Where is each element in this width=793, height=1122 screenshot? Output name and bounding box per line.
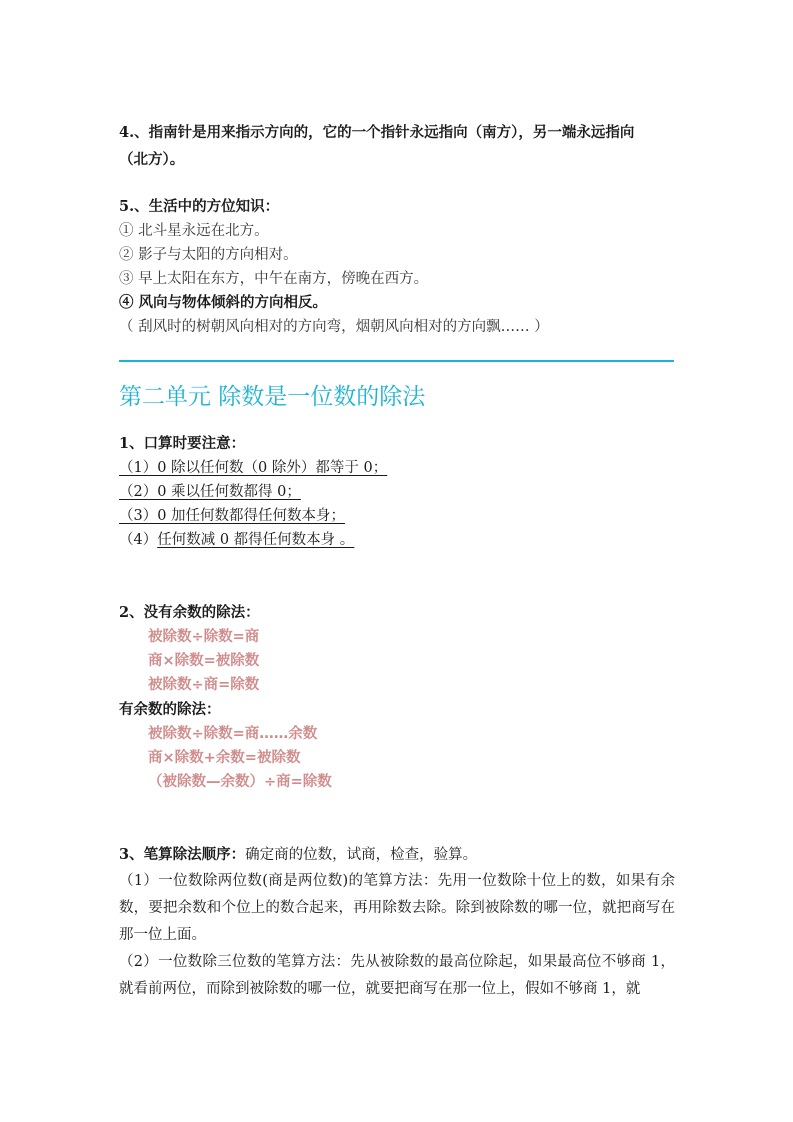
no-remainder-heading: 2、没有余数的除法：	[119, 604, 260, 621]
section-divider	[119, 360, 674, 362]
written-heading-rest: 确定商的位数，试商，检查，验算。	[245, 847, 478, 863]
remainder-formula-3: （被除数—余数）÷商=除数	[148, 774, 332, 790]
oral-item-1: （1）0 除以任何数（0 除外）都等于 0；	[119, 460, 388, 476]
no-remainder-formula-1: 被除数÷除数=商	[148, 629, 260, 645]
section5-note: （ 刮风时的树朝风向相对的方向弯，烟朝风向相对的方向飘…… ）	[119, 319, 549, 335]
written-paragraph-2: （2）一位数除三位数的笔算方法：先从被除数的最高位除起，如果最高位不够商 1，就看前两位，而除到被除数的哪一位，就要把商写在那一位上，假如不够商 1，就	[119, 954, 675, 997]
section4-line2: （北方）。	[119, 151, 185, 168]
written-paragraph-1: （1）一位数除两位数(商是两位数)的笔算方法：先用一位数除十位上的数，如果有余数，要把余数和个位上的数合起来，再用除数去除。除到被除数的哪一位，就把商写在那一位上面。	[119, 873, 675, 943]
section5-item-2: ② 影子与太阳的方向相对。	[119, 247, 298, 263]
oral-item-2: （2）0 乘以任何数都得 0；	[119, 484, 301, 500]
section5-item-3: ③ 早上太阳在东方，中午在南方，傍晚在西方。	[119, 271, 429, 287]
section4-line1: 4.、指南针是用来指示方向的，它的一个指针永远指向（南方），另一端永远指向	[119, 124, 635, 141]
written-heading-bold: 3、笔算除法顺序：	[119, 846, 246, 863]
remainder-formula-1: 被除数÷除数=商……余数	[148, 726, 318, 742]
section5-heading: 5.、生活中的方位知识：	[119, 198, 280, 215]
section5-item-1: ① 北斗星永远在北方。	[119, 223, 269, 239]
oral-item-4	[119, 533, 354, 548]
no-remainder-formula-2: 商×除数=被除数	[148, 653, 260, 669]
oral-item-4-prefix: （4）	[119, 532, 158, 548]
remainder-formula-2: 商×除数+余数=被除数	[148, 750, 301, 766]
unit-title: 第二单元 除数是一位数的除法	[119, 384, 426, 410]
remainder-heading: 有余数的除法：	[119, 701, 221, 718]
no-remainder-formula-3: 被除数÷商=除数	[148, 677, 260, 693]
oral-item-3: （3）0 加任何数都得任何数本身；	[119, 508, 346, 524]
oral-item-4-text: 任何数减 0 都得任何数本身 。	[157, 532, 355, 548]
oral-heading: 1、口算时要注意：	[119, 435, 246, 452]
written-heading	[119, 848, 477, 863]
section5-item-4: ④ 风向与物体倾斜的方向相反。	[119, 294, 328, 311]
